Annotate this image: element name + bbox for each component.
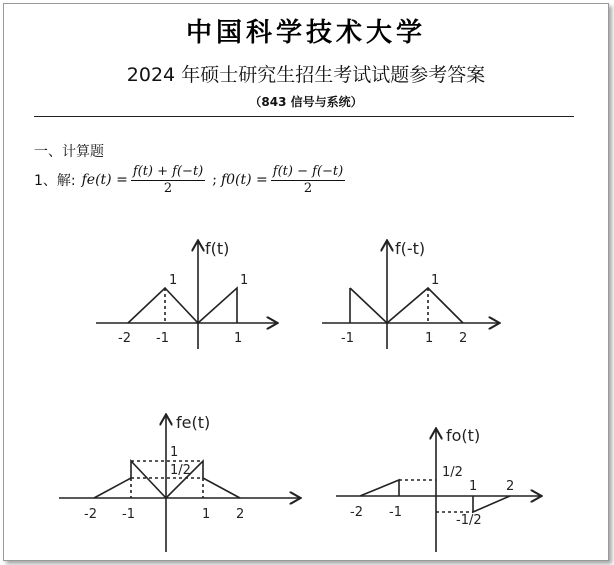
graph3-tick-neg1: -1: [122, 507, 135, 522]
document-page: [3, 3, 609, 561]
graph3-tick-2: 2: [236, 507, 245, 522]
graph1-tick-neg2: -2: [118, 331, 131, 346]
graph3-tick-1: 1: [202, 507, 211, 522]
graph1-label: f(t): [205, 239, 230, 258]
section-heading: 一、计算题: [34, 144, 104, 160]
graph1-tick-neg1: -1: [156, 331, 169, 346]
graph3-label: fe(t): [176, 413, 211, 432]
graph4-curve-right: [473, 496, 510, 512]
graph3-level-half: 1/2: [170, 463, 191, 478]
graph3-level-1: 1: [170, 445, 179, 460]
graph2-label: f(-t): [395, 239, 426, 258]
graph3-curve: [94, 461, 240, 498]
graph4-tick-neg2: -2: [350, 505, 363, 520]
question-1-label: 1、解:: [34, 173, 76, 189]
graph1-tick-1: 1: [234, 331, 243, 346]
graph4-tick-1: 1: [469, 479, 478, 494]
graph2-peak: 1: [431, 273, 440, 288]
even-part-denominator: 2: [163, 180, 173, 196]
graph2-curve: [350, 288, 463, 323]
graph4-label: fo(t): [446, 426, 481, 445]
graph4-level-half: 1/2: [442, 465, 463, 480]
odd-part-lhs: f0(t) =: [220, 172, 268, 188]
page-subtitle: （843 信号与系统）: [249, 95, 363, 109]
graph3-tick-neg2: -2: [84, 507, 97, 522]
graph4-curve-left: [360, 480, 399, 496]
odd-part-denominator: 2: [303, 180, 313, 196]
graph1-curve: [128, 288, 237, 323]
even-part-numerator: f(t) + f(−t): [132, 163, 204, 179]
page-title: 2024 年硕士研究生招生考试试题参考答案: [126, 64, 486, 86]
graph2-tick-1: 1: [425, 331, 434, 346]
even-part-lhs: fe(t) =: [81, 172, 128, 188]
graph4-tick-neg1: -1: [389, 505, 402, 520]
graph4-level-neg-half: -1/2: [456, 513, 482, 528]
formula-separator: ;: [212, 172, 217, 188]
university-logo-text: 中国科学技术大学: [185, 18, 426, 48]
graph1-peak-right: 1: [240, 273, 249, 288]
graph2-tick-neg1: -1: [341, 331, 354, 346]
graph4-tick-2: 2: [506, 479, 515, 494]
graph-even-part: [59, 416, 299, 552]
odd-part-numerator: f(t) − f(−t): [272, 163, 344, 179]
graph2-tick-2: 2: [459, 331, 468, 346]
graph1-peak-left: 1: [169, 273, 178, 288]
hand-drawn-graphs: [4, 4, 608, 560]
